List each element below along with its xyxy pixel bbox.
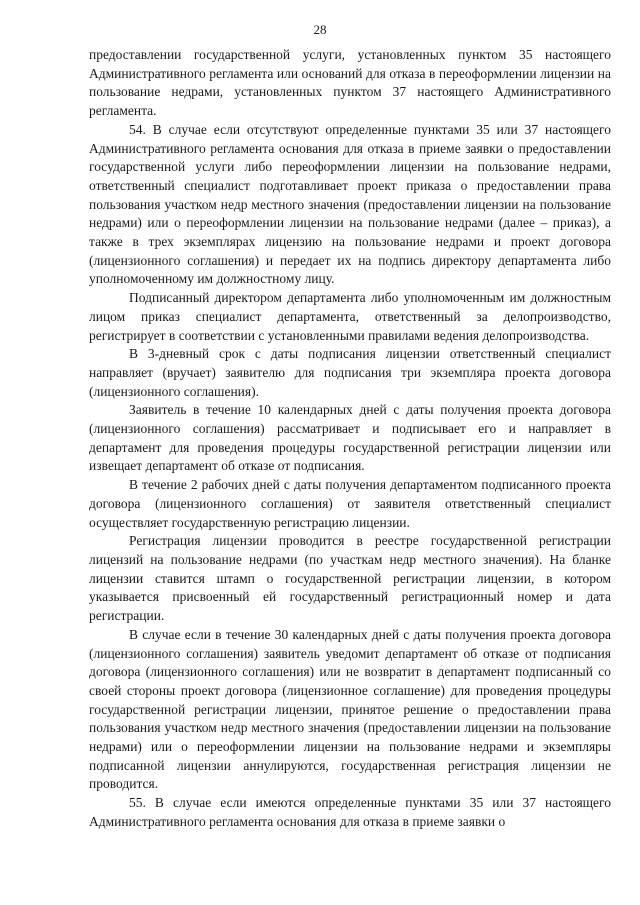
paragraph-item-54: 54. В случае если отсутствуют определенные пунктами 35 или 37 настоящего Административного регламента основания для отказа в приеме заявки о предоставлении государственной услуги либо переоформлении лицензии на пользование недрами, ответственный специалист подготавливает проект приказа о предоставлении права пользования участком недр местного значения (предоставлении лицензии на пользование недрами) или о переоформлении лицензии на пользование недрами (далее – приказ), а также в трех экземплярах лицензию на пользование недрами и проект договора (лицензионного соглашения) и передает их на подпись директору департамента либо уполномоченному им должностному лицу. (89, 121, 611, 287)
paragraph-30-days-refusal: В случае если в течение 30 календарных дней с даты получения проекта договора (лицензионного соглашения) заявитель уведомит департамент об отказе от подписания договора (лицензионного соглашения) или не возвратит в департамент подписанный со своей стороны проект договора (лицензионное соглашение) для проведения процедуры государственной регистрации лицензии, принятое решение о предоставлении права пользования участком недр местного значения (предоставлении лицензии на пользование недрами) или о переоформлении лицензии на пользование недрами и экземпляры подписанной лицензии аннулируются, государственная регистрация лицензии не проводится. (89, 626, 611, 792)
paragraph-3-day-term: В 3-дневный срок с даты подписания лицензии ответственный специалист направляет (вручает) заявителю для подписания три экземпляра проекта договора (лицензионного соглашения). (89, 346, 611, 399)
document-body (89, 46, 611, 832)
page-number: 28 (313, 22, 327, 37)
paragraph-order-registration: Подписанный директором департамента либо уполномоченным им должностным лицом приказ специалист департамента, ответственный за делопроизводство, регистрирует в соответствии с установленными правилами ведения делопроизводства. (89, 290, 611, 343)
paragraph-2-working-days: В течение 2 рабочих дней с даты получения департаментом подписанного проекта договора (лицензионного соглашения) от заявителя ответственный специалист осуществляет государственную регистрацию лицензии. (89, 477, 611, 530)
paragraph-applicant-10-days: Заявитель в течение 10 календарных дней с даты получения проекта договора (лицензионного соглашения) рассматривает и подписывает его и направляет в департамент для проведения процедуры государственной регистрации лицензии или извещает департамент об отказе от подписания. (89, 402, 611, 474)
paragraph-item-55: 55. В случае если имеются определенные пунктами 35 или 37 настоящего Административного регламента основания для отказа в приеме заявки о (89, 795, 611, 829)
paragraph-continuation: предоставлении государственной услуги, установленных пунктом 35 настоящего Административного регламента или оснований для отказа в переоформлении лицензии на пользование недрами, установленных пунктом 37 настоящего Административного регламента. (89, 47, 611, 119)
paragraph-license-registration: Регистрация лицензии проводится в реестре государственной регистрации лицензий на пользование недрами (по участкам недр местного значения). На бланке лицензии ставится штамп о государственной регистрации лицензии, в котором указывается присвоенный ей государственный регистрационный номер и дата регистрации. (89, 533, 611, 624)
